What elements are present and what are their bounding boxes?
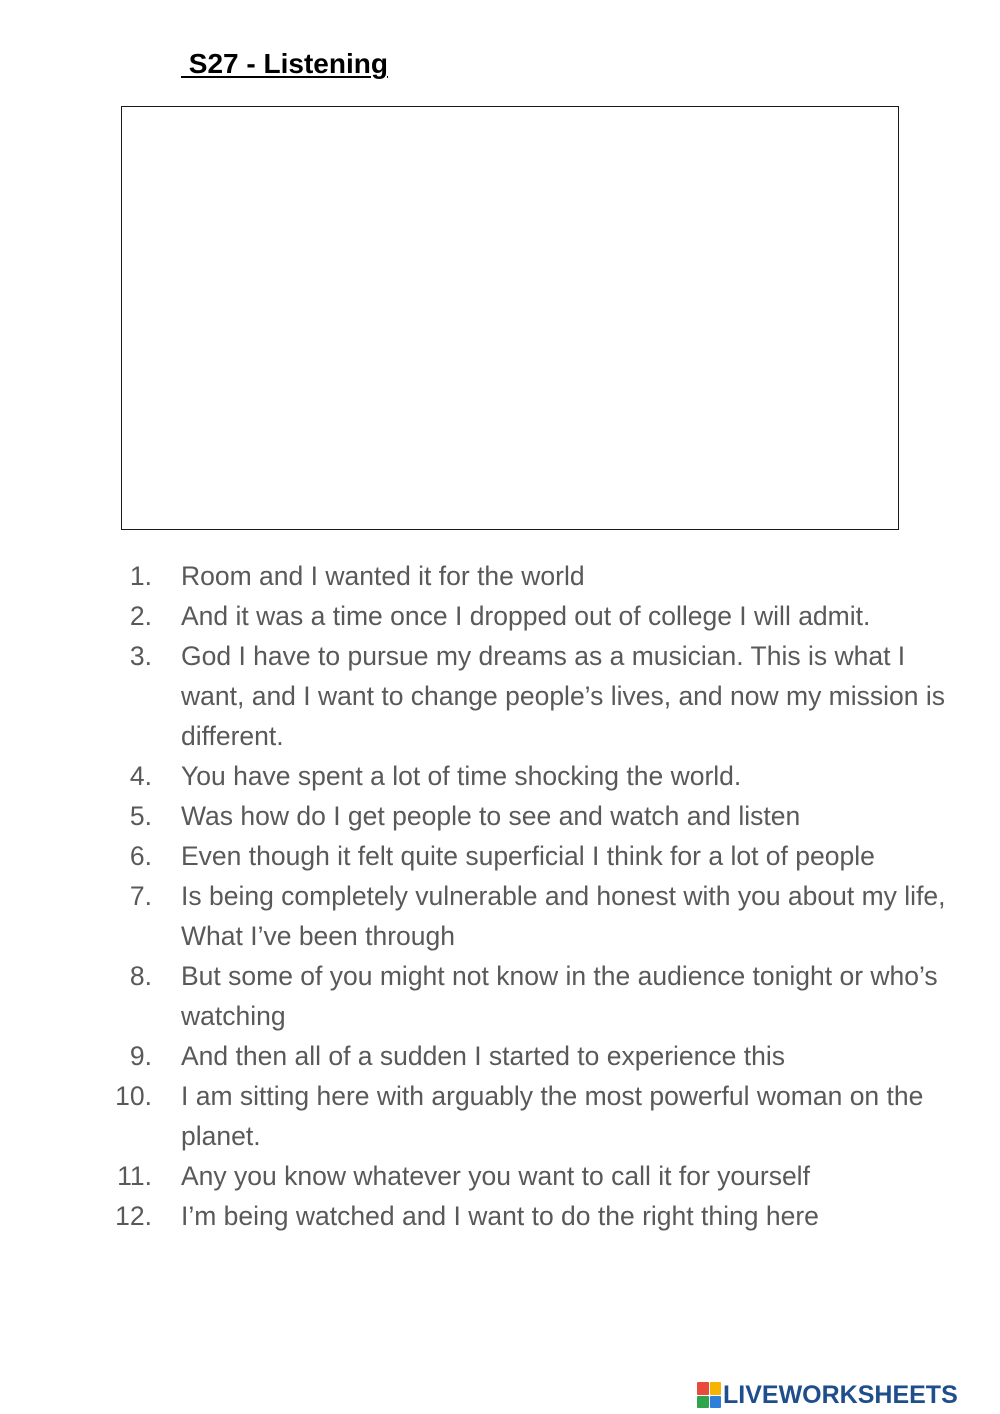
item-text: Room and I wanted it for the world <box>181 561 585 591</box>
sentence-list <box>0 556 1000 1236</box>
item-text: But some of you might not know in the audience tonight or who’s watching <box>181 961 938 1031</box>
liveworksheets-logo-icon <box>697 1382 721 1408</box>
item-text: Is being completely vulnerable and honest with you about my life, What I’ve been through <box>181 881 946 951</box>
item-number: 3. <box>129 641 152 671</box>
item-number: 7. <box>129 881 152 911</box>
list-item <box>0 1036 1000 1076</box>
item-number: 8. <box>129 961 152 991</box>
item-text: I am sitting here with arguably the most powerful woman on the planet. <box>181 1081 924 1151</box>
item-text: Any you know whatever you want to call it for yourself <box>181 1161 810 1191</box>
list-item <box>0 1156 1000 1196</box>
item-text: Was how do I get people to see and watch and listen <box>181 801 801 831</box>
item-number: 2. <box>129 601 152 631</box>
item-number: 5. <box>129 801 152 831</box>
item-text: And it was a time once I dropped out of college I will admit. <box>181 601 871 631</box>
brand-watermark[interactable] <box>697 1380 958 1410</box>
item-number: 10. <box>115 1081 152 1111</box>
list-item <box>0 836 1000 876</box>
item-number: 4. <box>129 761 152 791</box>
list-item <box>0 876 1000 956</box>
item-text: And then all of a sudden I started to experience this <box>181 1041 786 1071</box>
item-number: 6. <box>129 841 152 871</box>
item-number: 9. <box>129 1041 152 1071</box>
list-item <box>0 596 1000 636</box>
list-item <box>0 796 1000 836</box>
page-title: S27 - Listening <box>181 48 388 79</box>
item-text: You have spent a lot of time shocking the world. <box>181 761 742 791</box>
item-text: God I have to pursue my dreams as a musician. This is what I want, and I want to change people’s lives, and now my mission is different. <box>181 641 946 751</box>
list-item <box>0 556 1000 596</box>
list-item <box>0 1076 1000 1156</box>
list-item <box>0 956 1000 1036</box>
list-item <box>0 756 1000 796</box>
item-number: 1. <box>129 561 152 591</box>
list-item <box>0 636 1000 756</box>
item-number: 11. <box>117 1161 152 1191</box>
brand-name: LIVEWORKSHEETS <box>723 1381 958 1409</box>
item-text: Even though it felt quite superficial I think for a lot of people <box>181 841 875 871</box>
list-item <box>0 1196 1000 1236</box>
item-text: I’m being watched and I want to do the right thing here <box>181 1201 819 1231</box>
media-placeholder-box <box>121 106 899 530</box>
item-number: 12. <box>115 1201 152 1231</box>
